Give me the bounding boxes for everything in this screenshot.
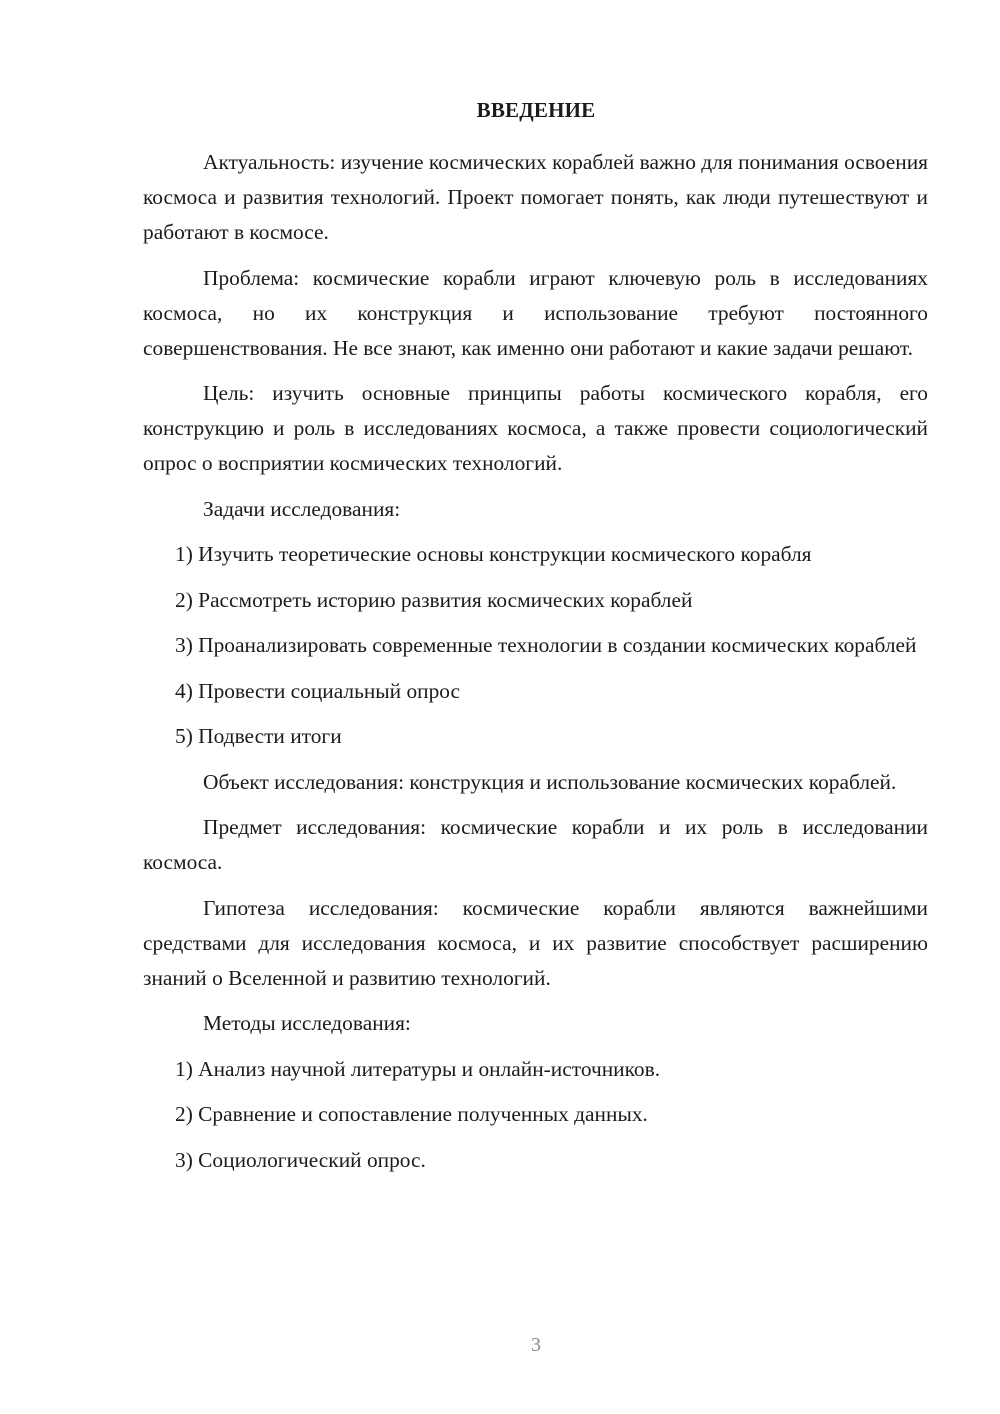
method-item-1: 1) Анализ научной литературы и онлайн-источников. (175, 1056, 661, 1081)
page-number: 3 (531, 1334, 541, 1356)
task-item-2: 2) Рассмотреть историю развития космических кораблей (175, 587, 693, 612)
paragraph-object: Объект исследования: конструкция и использование космических кораблей. (203, 769, 897, 794)
paragraph-subject: Предмет исследования: космические корабли и их роль в исследовании космоса. (143, 815, 928, 874)
paragraph-relevance: Актуальность: изучение космических кораблей важно для понимания освоения космоса и развития технологий. Проект помогает понять, как люди путешествуют и работают в космосе. (143, 150, 928, 244)
document-body (143, 145, 928, 1188)
paragraph-hypothesis: Гипотеза исследования: космические корабли являются важнейшими средствами для исследования космоса, и их развитие способствует расширению знаний о Вселенной и развитию технологий. (143, 895, 928, 990)
method-item-2: 2) Сравнение и сопоставление полученных данных. (175, 1102, 648, 1126)
paragraph-problem: Проблема: космические корабли играют ключевую роль в исследованиях космоса, но их конструкция и использование требуют постоянного совершенствования. Не все знают, как именно они работают и какие задачи решают. (143, 265, 928, 360)
task-item-5: 5) Подвести итоги (175, 724, 342, 748)
tasks-heading: Задачи исследования: (203, 496, 401, 521)
task-item-3: 3) Проанализировать современные технологии в создании космических кораблей (175, 633, 917, 657)
methods-heading: Методы исследования: (203, 1011, 411, 1035)
task-item-1: 1) Изучить теоретические основы конструкции космического корабля (175, 542, 812, 566)
task-item-4: 4) Провести социальный опрос (175, 678, 461, 703)
method-item-3: 3) Социологический опрос. (175, 1147, 426, 1172)
paragraph-goal: Цель: изучить основные принципы работы космического корабля, его конструкцию и роль в исследованиях космоса, а также провести социологический опрос о восприятии космических технологий. (143, 381, 928, 475)
section-title: ВВЕДЕНИЕ (476, 98, 596, 122)
